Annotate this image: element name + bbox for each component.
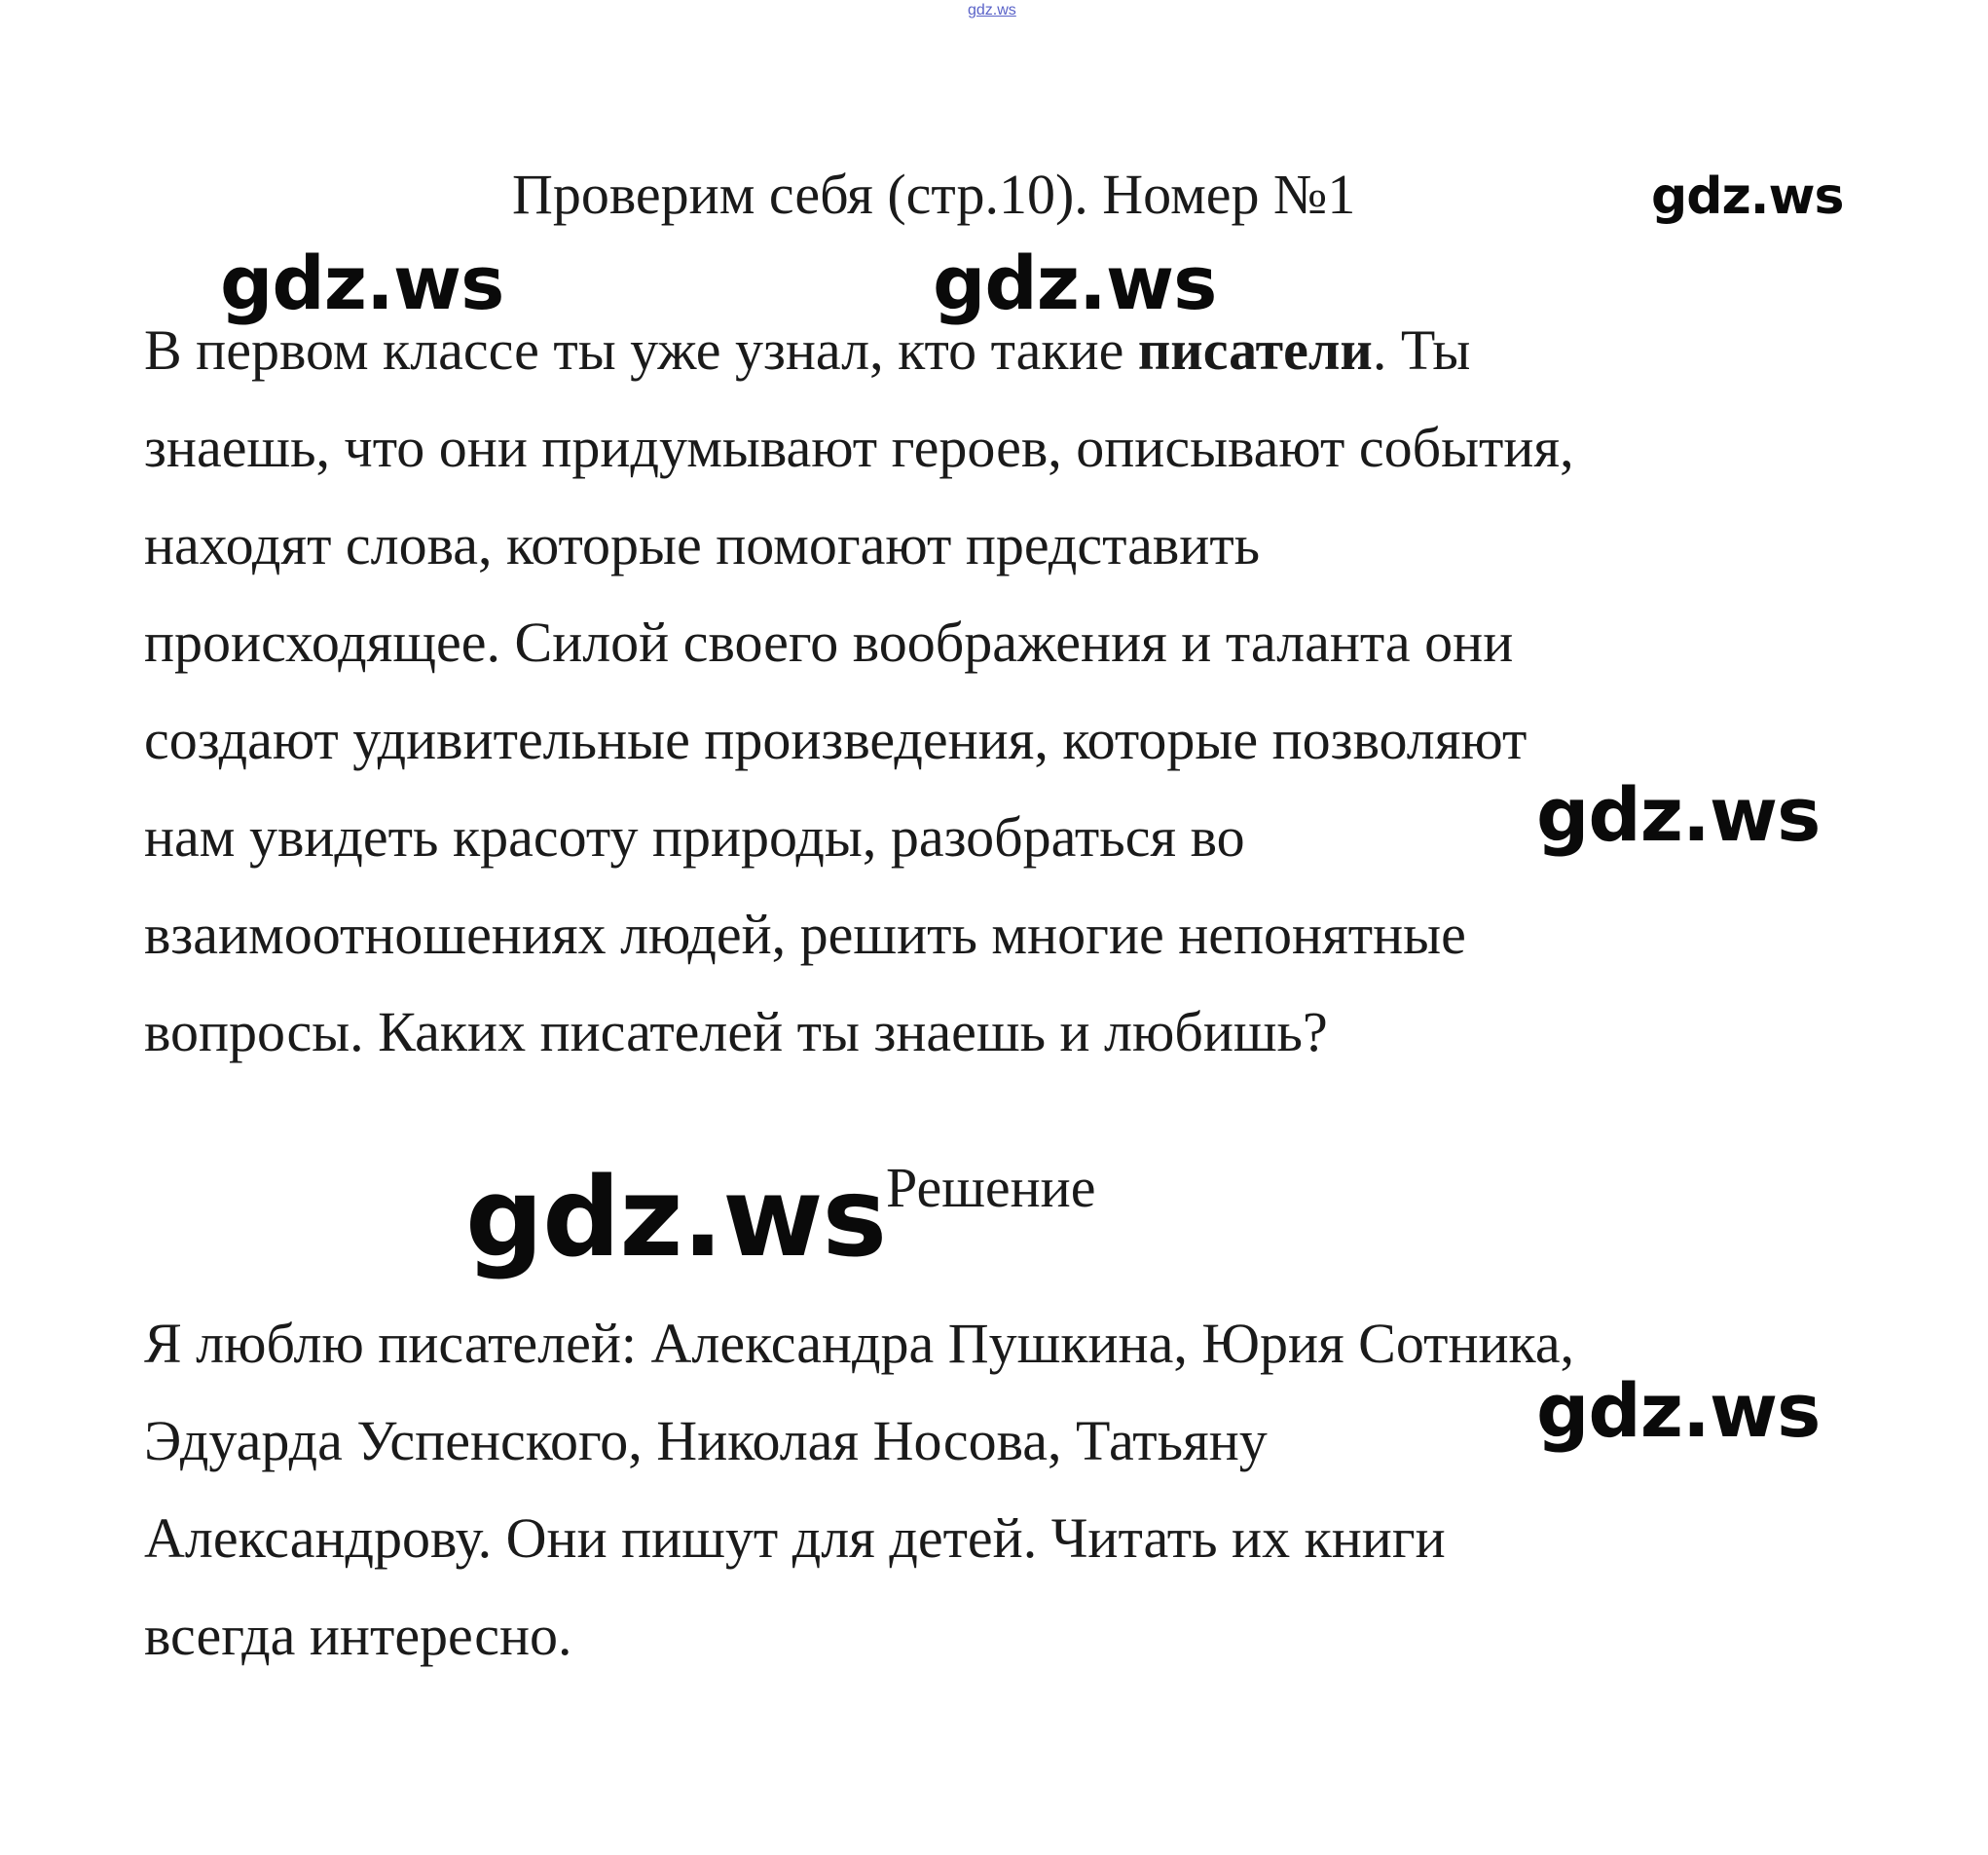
watermark-solution: gdz.ws [465, 1155, 887, 1281]
solution-line: Александрову. Они пишут для детей. Читать их книги [144, 1506, 1446, 1570]
watermark-bottom-right: gdz.ws [1536, 1367, 1821, 1454]
question-line-start: В первом классе ты уже узнал, кто такие [144, 318, 1138, 382]
question-text [144, 302, 1877, 1081]
site-mark-top: gdz.ws [968, 2, 1016, 19]
question-line-end: . Ты [1372, 318, 1471, 382]
watermark-top-center: gdz.ws [933, 240, 1217, 326]
question-line: вопросы. Каких писателей ты знаешь и любишь? [144, 1000, 1328, 1063]
keyword-writers: писатели [1137, 318, 1373, 382]
question-line: происходящее. Силой своего воображения и таланта они [144, 611, 1514, 674]
solution-text [144, 1295, 1877, 1685]
solution-line: Эдуарда Успенского, Николая Носова, Татьяну [144, 1409, 1268, 1472]
watermark-top-right: gdz.ws [1651, 167, 1844, 226]
question-line: взаимоотношениях людей, решить многие непонятные [144, 903, 1466, 966]
solution-line: Я люблю писателей: Александра Пушкина, Юрия Сотника, [144, 1312, 1575, 1375]
solution-heading: Решение [886, 1156, 1096, 1219]
page-title: Проверим себя (стр.10). Номер №1 [512, 163, 1356, 226]
question-line: нам увидеть красоту природы, разобраться во [144, 805, 1245, 869]
question-line: создают удивительные произведения, которые позволяют [144, 708, 1528, 771]
solution-line: всегда интересно. [144, 1604, 572, 1667]
question-line: находят слова, которые помогают представить [144, 513, 1261, 576]
question-line [144, 302, 1877, 399]
watermark-top-left: gdz.ws [220, 240, 504, 326]
question-line: знаешь, что они придумывают героев, описывают события, [144, 416, 1574, 479]
watermark-mid-right: gdz.ws [1536, 771, 1821, 858]
